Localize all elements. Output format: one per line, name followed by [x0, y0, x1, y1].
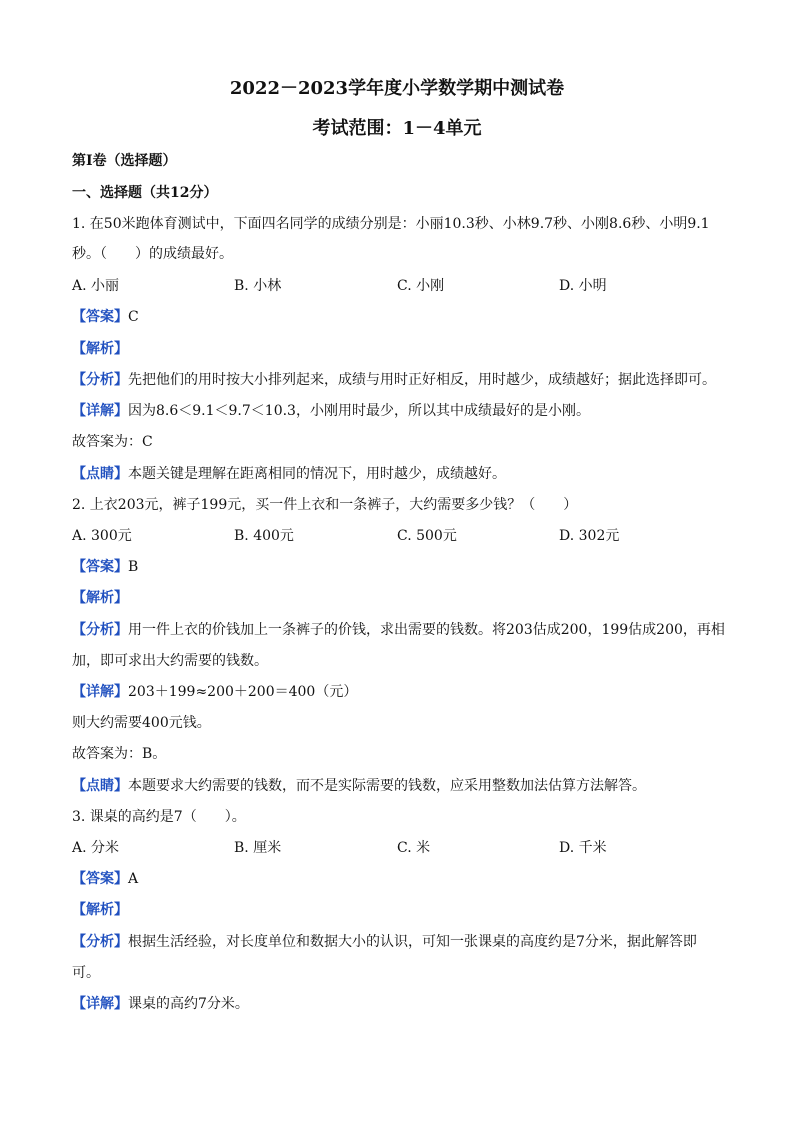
q1-answer	[72, 306, 732, 326]
q2-option-d: D. 302元	[559, 528, 620, 544]
q1-conclusion: 故答案为：C	[72, 434, 153, 450]
q2-xiangjie-line2: 则大约需要400元钱。	[72, 715, 211, 731]
q1-option-c: C. 小刚	[397, 278, 445, 294]
q3-option-c: C. 米	[397, 840, 431, 856]
part-heading: 一、选择题（共12分）	[72, 185, 218, 201]
q1-fenxi	[72, 369, 732, 389]
q1-option-b: B. 小林	[234, 278, 282, 294]
q2-stem: 2. 上衣203元，裤子199元，买一件上衣和一条裤子，大约需要多少钱？（ ）	[72, 497, 578, 513]
xiangjie-tag: 【详解】	[72, 684, 128, 700]
q2-fenxi-line2: 加，即可求出大约需要的钱数。	[72, 653, 268, 669]
fenxi-text: 用一件上衣的价钱加上一条裤子的价钱，求出需要的钱数。将203估成200，199估成200，再相	[128, 622, 725, 638]
answer-tag: 【答案】	[72, 309, 128, 325]
q3-option-b: B. 厘米	[234, 840, 282, 856]
xiangjie-text: 因为8.6＜9.1＜9.7＜10.3，小刚用时最少，所以其中成绩最好的是小刚。	[128, 403, 590, 419]
fenxi-tag: 【分析】	[72, 372, 128, 388]
q3-fenxi-line1	[72, 931, 732, 951]
q2-dianjing	[72, 775, 732, 795]
fenxi-tag: 【分析】	[72, 622, 128, 638]
q3-option-d: D. 千米	[559, 840, 607, 856]
fenxi-text: 先把他们的用时按大小排列起来，成绩与用时正好相反，用时越少，成绩越好；据此选择即可。	[128, 372, 716, 388]
analysis-tag: 【解析】	[72, 341, 128, 357]
q1-dianjing	[72, 463, 732, 483]
q1-option-d: D. 小明	[559, 278, 607, 294]
xiangjie-tag: 【详解】	[72, 996, 128, 1012]
answer-value: C	[128, 309, 139, 325]
xiangjie-tag: 【详解】	[72, 403, 128, 419]
q2-option-c: C. 500元	[397, 528, 457, 544]
q3-xiangjie	[72, 993, 732, 1013]
dianjing-text: 本题要求大约需要的钱数，而不是实际需要的钱数，应采用整数加法估算方法解答。	[128, 778, 646, 794]
q1-stem-line2: 秒。（ ）的成绩最好。	[72, 246, 233, 262]
analysis-tag: 【解析】	[72, 590, 128, 606]
q2-fenxi-line1	[72, 619, 732, 639]
analysis-tag: 【解析】	[72, 902, 128, 918]
q1-stem-line1: 1. 在50米跑体育测试中，下面四名同学的成绩分别是：小丽10.3秒、小林9.7秒、小刚8.6秒、小明9.1	[72, 216, 710, 232]
q2-conclusion: 故答案为：B。	[72, 746, 167, 762]
dianjing-tag: 【点睛】	[72, 466, 128, 482]
q2-answer	[72, 556, 732, 576]
dianjing-text: 本题关键是理解在距离相同的情况下，用时越少，成绩越好。	[128, 466, 506, 482]
answer-value: B	[128, 559, 139, 575]
q1-option-a: A. 小丽	[72, 278, 120, 294]
dianjing-tag: 【点睛】	[72, 778, 128, 794]
volume-heading: 第Ⅰ卷（选择题）	[72, 153, 177, 169]
q3-answer	[72, 868, 732, 888]
answer-tag: 【答案】	[72, 871, 128, 887]
answer-value: A	[128, 871, 139, 887]
q2-analysis	[72, 587, 732, 607]
xiangjie-text: 课桌的高约7分米。	[128, 996, 249, 1012]
q3-stem: 3. 课桌的高约是7（ ）。	[72, 809, 246, 825]
fenxi-text: 根据生活经验，对长度单位和数据大小的认识，可知一张课桌的高度约是7分米，据此解答即	[128, 934, 697, 950]
q3-analysis	[72, 899, 732, 919]
q1-analysis	[72, 338, 732, 358]
exam-scope: 考试范围：1－4单元	[312, 118, 482, 139]
q1-xiangjie	[72, 400, 732, 420]
q2-option-b: B. 400元	[234, 528, 294, 544]
answer-tag: 【答案】	[72, 559, 128, 575]
q3-option-a: A. 分米	[72, 840, 120, 856]
q2-xiangjie	[72, 681, 732, 701]
q2-option-a: A. 300元	[72, 528, 132, 544]
q3-fenxi-line2: 可。	[72, 965, 100, 981]
exam-title: 2022－2023学年度小学数学期中测试卷	[229, 78, 565, 99]
xiangjie-text: 203＋199≈200＋200＝400（元）	[128, 684, 358, 700]
fenxi-tag: 【分析】	[72, 934, 128, 950]
